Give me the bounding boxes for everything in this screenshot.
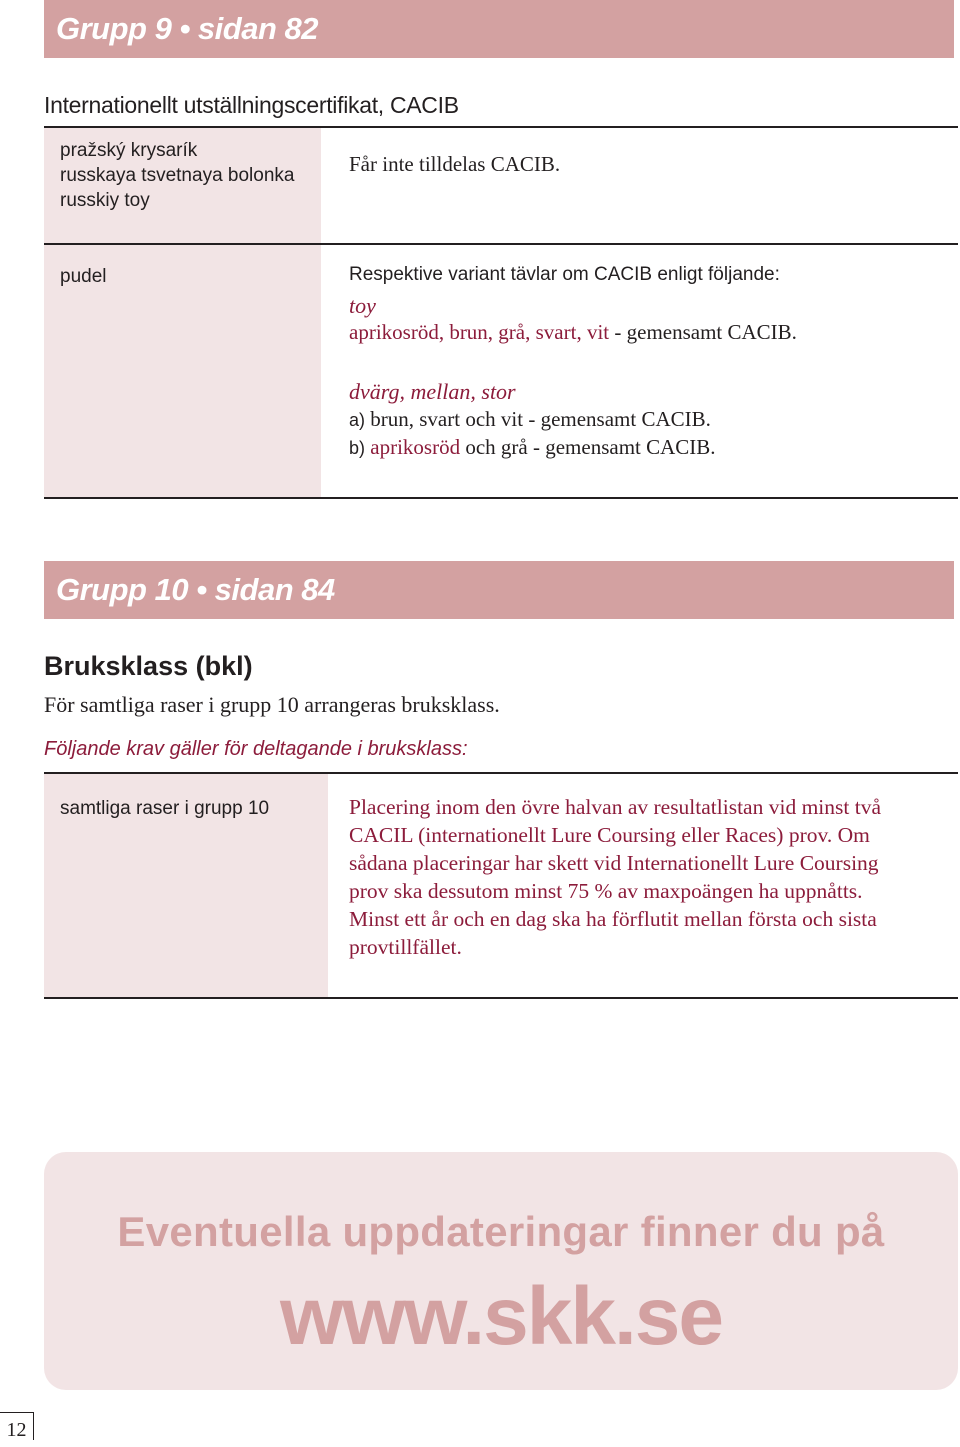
group10-heading: Grupp 10 • sidan 84 — [44, 561, 954, 619]
rule-a-label: a) — [349, 410, 366, 430]
rule-b — [349, 435, 716, 460]
breed-name: pražský krysarík — [60, 140, 198, 161]
other-variants-label: dvärg, mellan, stor — [349, 379, 516, 404]
rule-b-label: b) — [349, 438, 366, 458]
group9-section-title: Internationellt utställningscertifikat, CACIB — [44, 92, 459, 118]
variant-intro: Respektive variant tävlar om CACIB enligt följande: — [349, 264, 780, 285]
requirement-line: Placering inom den övre halvan av resultatlistan vid minst två — [349, 795, 881, 819]
divider — [44, 497, 958, 499]
toy-suffix: - gemensamt CACIB. — [609, 320, 797, 344]
toy-colors: aprikosröd, brun, grå, svart, vit — [349, 320, 610, 344]
group10-intro: För samtliga raser i grupp 10 arrangeras bruksklass. — [44, 692, 500, 717]
rule-b-colored: aprikosröd — [365, 435, 461, 459]
divider — [44, 997, 958, 999]
breed-name: pudel — [60, 266, 107, 287]
requirement-line: provtillfället. — [349, 935, 462, 959]
table-row — [44, 128, 958, 243]
requirement-line: sådana placeringar har skett vid Internationellt Lure Coursing — [349, 851, 879, 875]
promo-url-link[interactable]: www.skk.se — [280, 1271, 722, 1362]
rule-b-text: och grå - gemensamt CACIB. — [460, 435, 716, 459]
breed-cell — [44, 128, 321, 243]
page-number: 12 — [0, 1412, 34, 1440]
group9-heading: Grupp 9 • sidan 82 — [44, 0, 954, 58]
group10-section-title: Bruksklass (bkl) — [44, 651, 253, 681]
table-row — [44, 774, 958, 998]
requirement-line: prov ska dessutom minst 75 % av maxpoängen ha uppnåtts. — [349, 879, 863, 903]
breed-cell — [44, 774, 328, 998]
rule-cell — [321, 245, 958, 498]
breed-name: russkaya tsvetnaya bolonka — [60, 165, 295, 186]
requirement-line: Minst ett år och en dag ska ha förflutit mellan första och sista — [349, 907, 877, 931]
rule-cell — [321, 128, 958, 243]
breed-cell — [44, 245, 321, 498]
breed-name: samtliga raser i grupp 10 — [60, 798, 270, 819]
toy-rule — [349, 320, 797, 345]
toy-label: toy — [349, 293, 376, 318]
updates-promo — [44, 1152, 958, 1390]
group10-subheading: Följande krav gäller för deltagande i bruksklass: — [44, 738, 468, 760]
rule-text: Får inte tilldelas CACIB. — [349, 152, 561, 176]
rule-cell — [328, 774, 958, 998]
breed-name: russkiy toy — [60, 190, 150, 211]
promo-text: Eventuella uppdateringar finner du på — [117, 1208, 885, 1255]
rule-a — [349, 407, 711, 432]
requirement-line: CACIL (internationellt Lure Coursing eller Races) prov. Om — [349, 823, 870, 847]
rule-a-text: brun, svart och vit - gemensamt CACIB. — [365, 407, 711, 431]
table-row — [44, 245, 958, 498]
